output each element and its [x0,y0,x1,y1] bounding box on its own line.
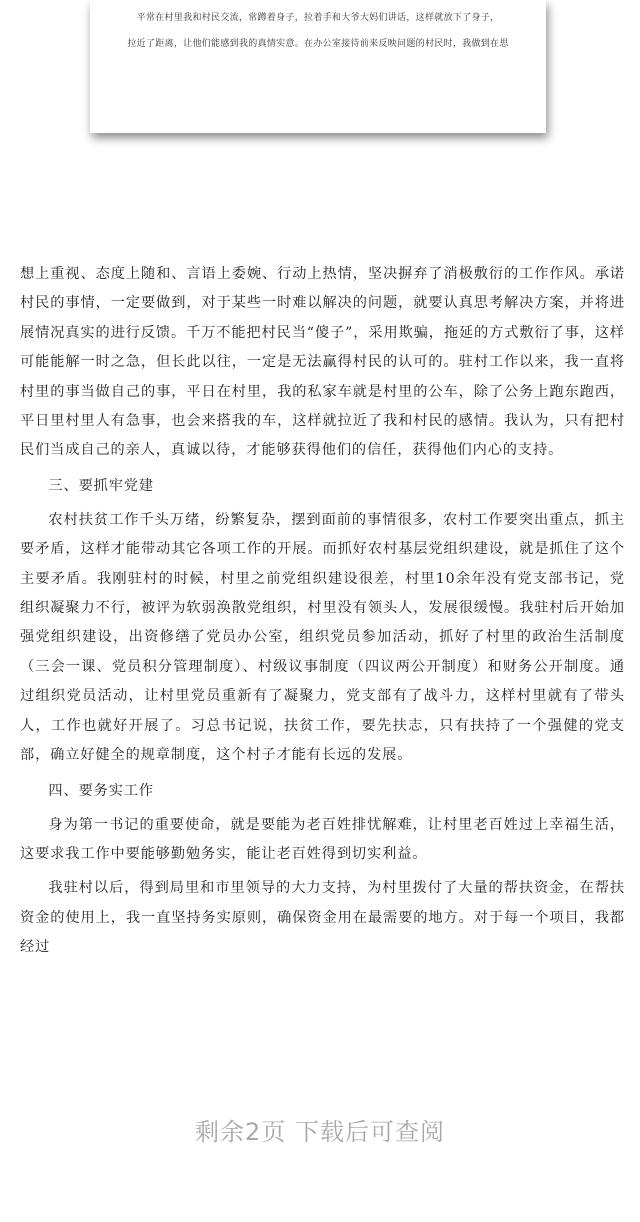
preview-text-line: 平常在村里我和村民交流，常蹲着身子，拉着手和大爷大妈们讲话，这样就放下了身子， [136,13,500,23]
document-body [20,260,625,963]
section-heading-party-building: 三、要抓牢党建 [48,477,155,494]
remaining-pages-notice[interactable]: 剩余2页 下载后可查阅 [195,1118,445,1146]
section-heading-practical-work: 四、要务实工作 [48,782,155,799]
paragraph-mission: 身为第一书记的重要使命，就是要能为老百姓排忧解难，让村里老百姓过上幸福生活，这要求我工作中要能够勤勉务实，能让老百姓得到切实利益。 [20,816,625,862]
page-preview-card [90,0,546,133]
paragraph-party-building: 农村扶贫工作千头万绪，纷繁复杂，摆到面前的事情很多，农村工作要突出重点，抓主要矛盾，这样才能带动其它各项工作的开展。而抓好农村基层党组织建设，就是抓住了这个主要矛盾。我刚驻村的时候，村里之前党组织建设很差，村里10余年没有党支部书记，党组织凝聚力不行，被评为软弱涣散党组织，村里没有领头人，发展很缓慢。我驻村后开始加强党组织建设，出资修缮了党员办公室，组织党员参加活动，抓好了村里的政治生活制度（三会一课、党员积分管理制度）、村级议事制度（四议两公开制度）和财务公开制度。通过组织党员活动，让村里党员重新有了凝聚力，党支部有了战斗力，这样村里就有了带头人，工作也就好开展了。习总书记说，扶贫工作，要先扶志，只有扶持了一个强健的党支部，确立好健全的规章制度，这个村子才能有长远的发展。 [20,511,625,764]
preview-text-line: 拉近了距离，让他们能感到我的真情实意。在办公室接待前来反映问题的村民时，我做到在思 [127,39,509,49]
paragraph-funds: 我驻村以后，得到局里和市里领导的大力支持，为村里拨付了大量的帮扶资金，在帮扶资金的使用上，我一直坚持务实原则，确保资金用在最需要的地方。对于每一个项目，我都经过 [20,880,625,956]
paragraph-continuation: 想上重视、态度上随和、言语上委婉、行动上热情，坚决摒弃了消极敷衍的工作作风。承诺村民的事情，一定要做到，对于某些一时难以解决的问题，就要认真思考解决方案，并将进展情况真实的进行反馈。千万不能把村民当“傻子”，采用欺骗，拖延的方式敷衍了事，这样可能能解一时之急，但长此以往，一定是无法赢得村民的认可的。驻村工作以来，我一直将村里的事当做自己的事，平日在村里，我的私家车就是村里的公车，除了公务上跑东跑西，平日里村里人有急事，也会来搭我的车，这样就拉近了我和村民的感情。我认为，只有把村民们当成自己的亲人，真诚以待，才能够获得他们的信任，获得他们内心的支持。 [20,266,625,459]
